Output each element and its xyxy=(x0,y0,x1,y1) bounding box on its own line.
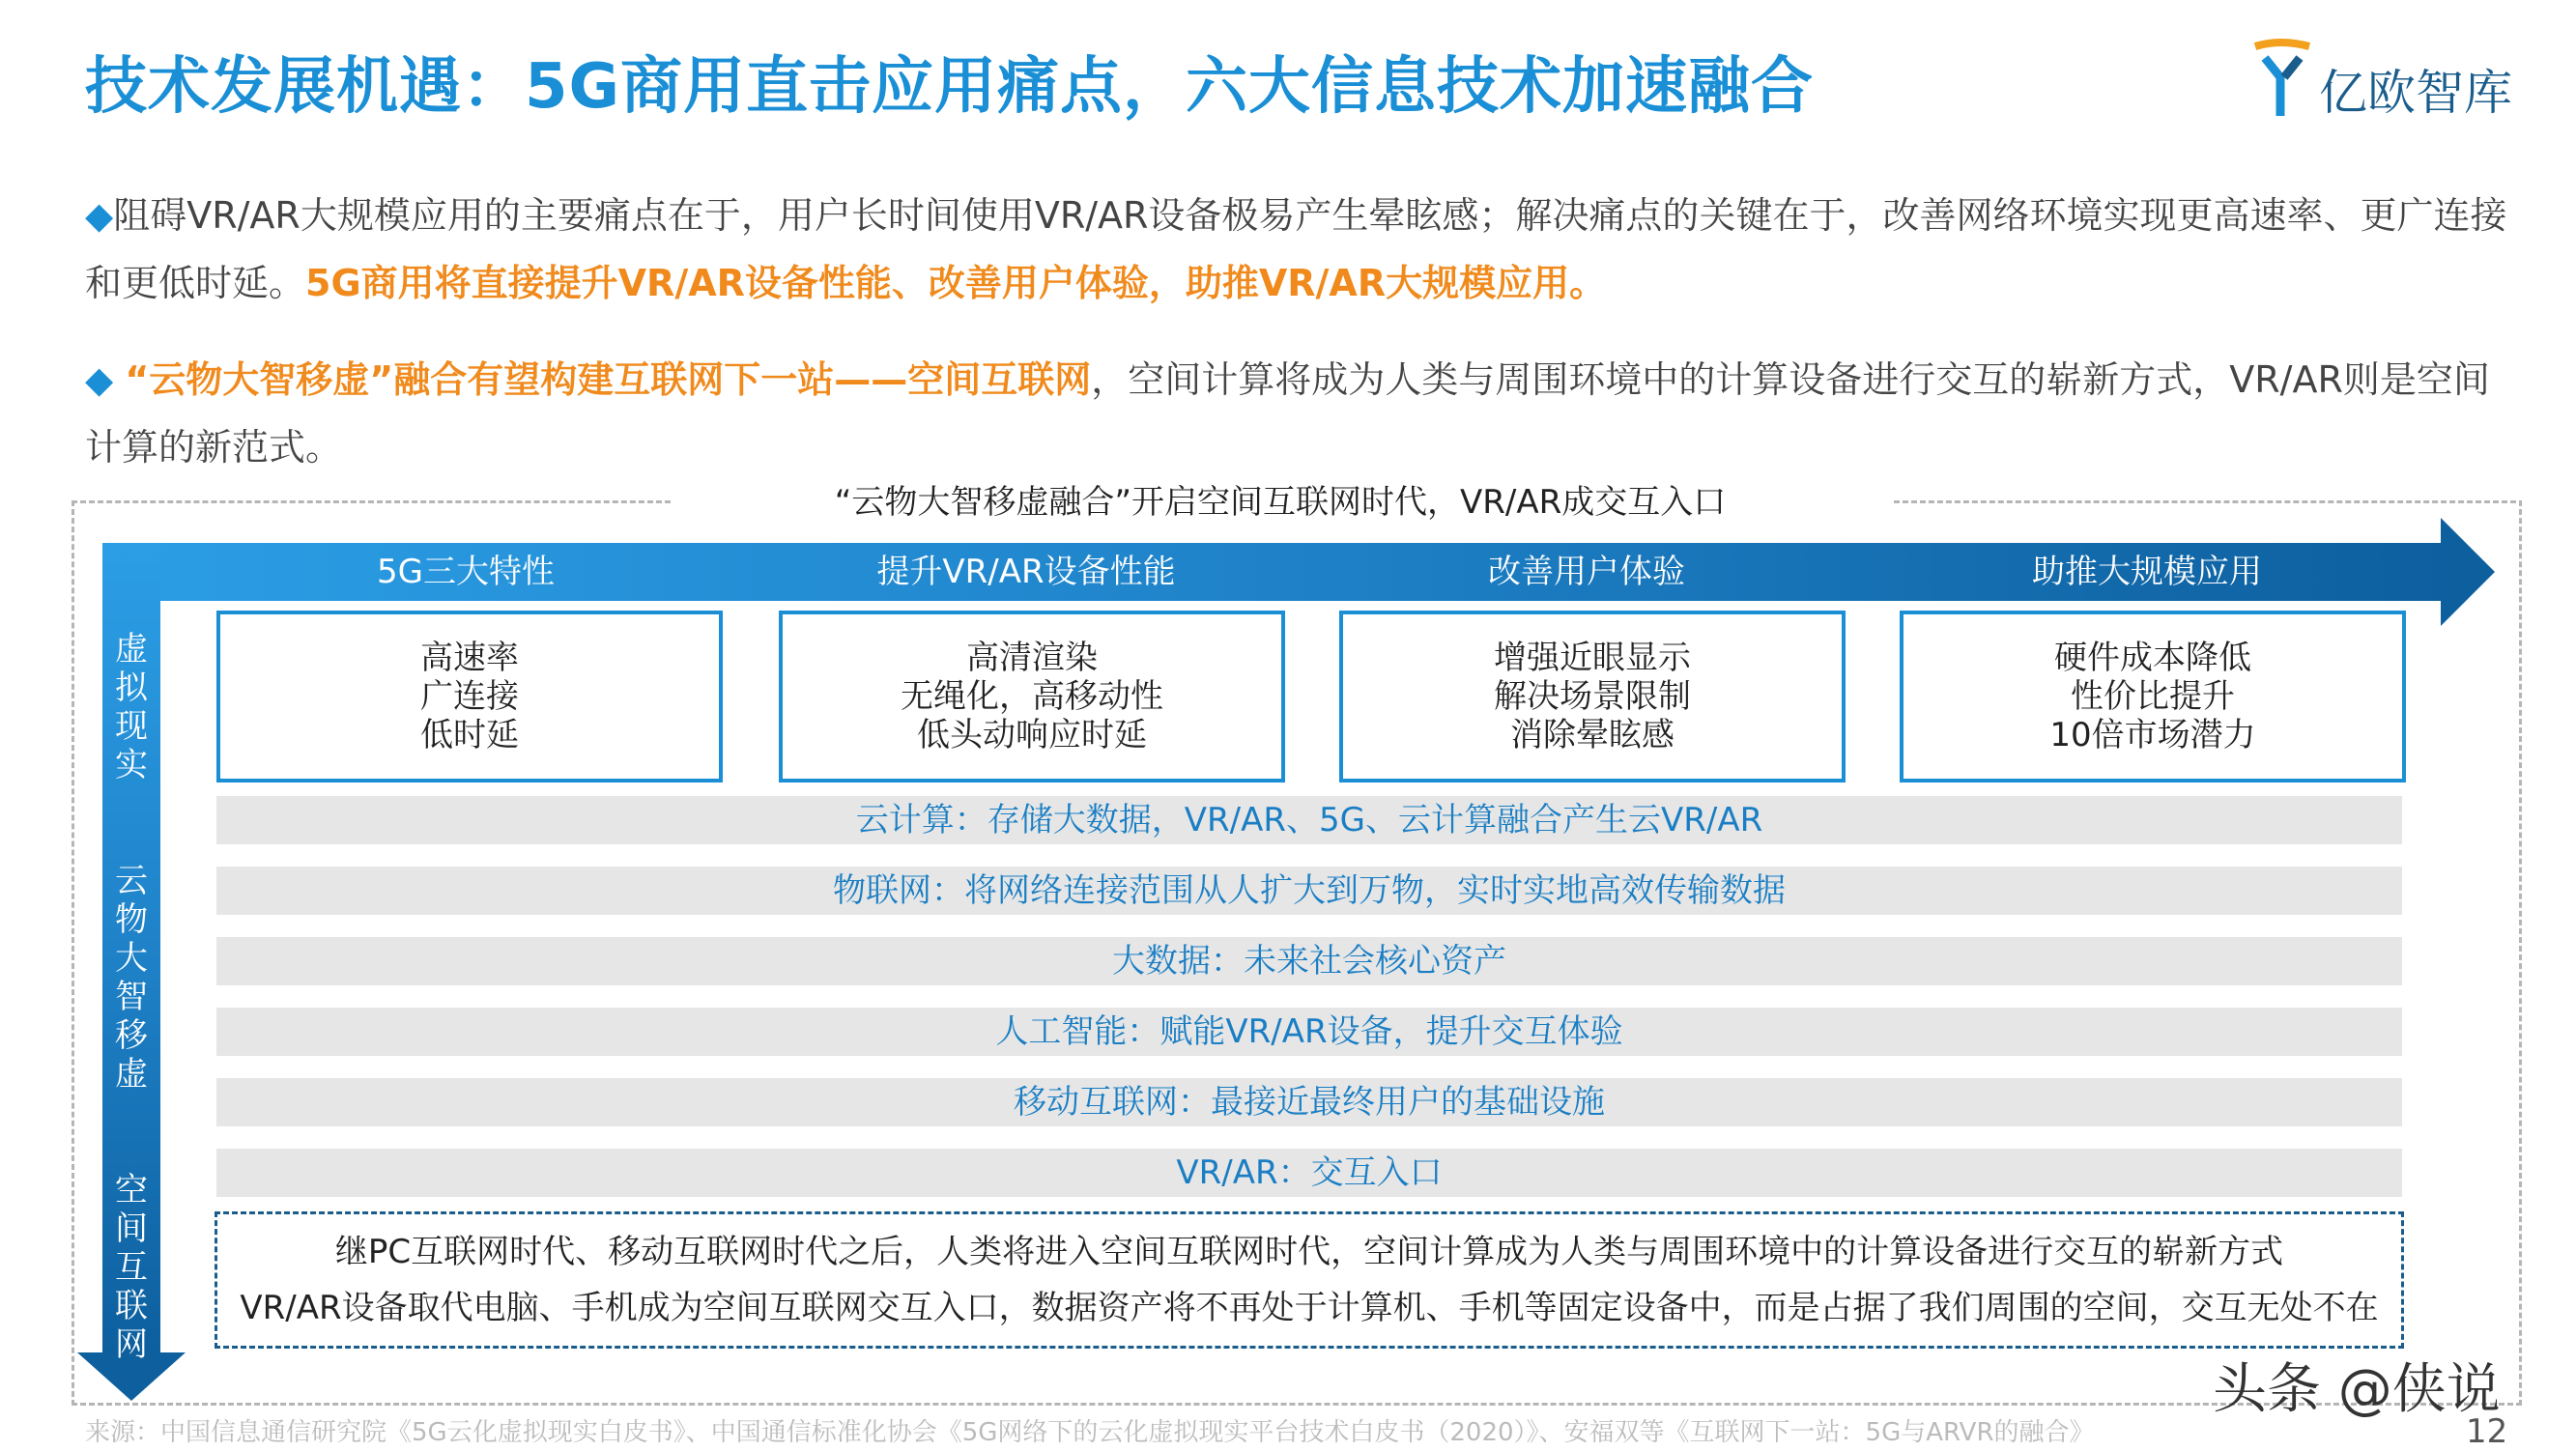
feature-box-experience xyxy=(1339,611,1846,782)
feature-line: 硬件成本降低 xyxy=(2054,639,2251,677)
tech-row-mobile-internet: 移动互联网：最接近最终用户的基础设施 xyxy=(216,1078,2402,1126)
paragraph-2 xyxy=(85,346,2520,481)
summary-line: 继PC互联网时代、移动互联网时代之后，人类将进入空间互联网时代，空间计算成为人类与周围环境中的计算设备进行交互的崭新方式 xyxy=(334,1233,2284,1271)
column-header-5g: 5G三大特性 xyxy=(377,553,555,591)
tech-row-cloud: 云计算：存储大数据，VR/AR、5G、云计算融合产生云VR/AR xyxy=(216,796,2402,844)
feature-line: 增强近眼显示 xyxy=(1494,639,1691,677)
vertical-label-vr: 虚拟现实 xyxy=(115,630,148,784)
tech-row-ai: 人工智能：赋能VR/AR设备，提升交互体验 xyxy=(216,1008,2402,1056)
column-header-scale: 助推大规模应用 xyxy=(2032,553,2262,591)
logo xyxy=(2251,37,2541,124)
tech-row-iot: 物联网：将网络连接范围从人扩大到万物，实时实地高效传输数据 xyxy=(216,867,2402,915)
paragraph-1 xyxy=(85,182,2520,317)
summary-box xyxy=(215,1211,2404,1349)
diagram-title: “云物大智移虚融合”开启空间互联网时代，VR/AR成交互入口 xyxy=(834,483,1727,522)
arrow-right-icon xyxy=(2441,518,2495,626)
feature-line: 高清渲染 xyxy=(966,639,1098,677)
paragraph-1-highlight: 5G商用将直接提升VR/AR设备性能、改善用户体验，助推VR/AR大规模应用。 xyxy=(305,262,1607,304)
feature-line: 高速率 xyxy=(420,639,519,677)
feature-box-performance xyxy=(779,611,1285,782)
page-title: 技术发展机遇：5G商用直击应用痛点，六大信息技术加速融合 xyxy=(85,51,1815,123)
feature-line: 性价比提升 xyxy=(2071,677,2235,716)
feature-line: 解决场景限制 xyxy=(1494,677,1691,716)
feature-line: 低时延 xyxy=(420,716,519,754)
vertical-label-spatial-internet: 空间互联网 xyxy=(115,1171,148,1364)
column-header-performance: 提升VR/AR设备性能 xyxy=(876,553,1176,591)
watermark: 头条 @侠说 xyxy=(2213,1358,2501,1421)
feature-line: 无绳化，高移动性 xyxy=(901,677,1163,716)
feature-line: 广连接 xyxy=(420,677,519,716)
bullet-diamond-icon: ◆ xyxy=(85,358,114,401)
summary-line: VR/AR设备取代电脑、手机成为空间互联网交互入口，数据资产将不再处于计算机、手机等固定设备中，而是占据了我们周围的空间，交互无处不在 xyxy=(240,1289,2379,1327)
tech-row-bigdata: 大数据：未来社会核心资产 xyxy=(216,937,2402,985)
paragraph-2-text: ，空间计算将成为人类与周围环境中的计算设备进行交互的崭新方式，VR/AR则是空间计算的新范式。 xyxy=(85,358,2490,469)
frame-top-dash-left xyxy=(72,500,671,503)
vertical-label-fusion: 云物大智移虚 xyxy=(115,862,148,1094)
feature-line: 10倍市场潜力 xyxy=(2049,716,2256,754)
feature-box-scale xyxy=(1900,611,2406,782)
bullet-diamond-icon: ◆ xyxy=(85,194,114,237)
yiou-logo-icon xyxy=(2251,39,2315,120)
feature-line: 低头动响应时延 xyxy=(917,716,1147,754)
logo-text: 亿欧智库 xyxy=(2319,65,2512,121)
paragraph-2-highlight: “云物大智移虚”融合有望构建互联网下一站——空间互联网 xyxy=(125,358,1092,401)
page-number: 12 xyxy=(2466,1412,2508,1451)
paragraph-1-text: 阻碍VR/AR大规模应用的主要痛点在于，用户长时间使用VR/AR设备极易产生晕眩感；解决痛点的关键在于，改善网络环境实现更高速率、更广连接和更低时延。 xyxy=(85,194,2507,304)
feature-line: 消除晕眩感 xyxy=(1510,716,1674,754)
tech-row-vrar: VR/AR：交互入口 xyxy=(216,1149,2402,1197)
feature-box-5g xyxy=(216,611,723,782)
frame-top-dash-right xyxy=(1894,500,2516,503)
source-note: 来源：中国信息通信研究院《5G云化虚拟现实白皮书》、中国通信标准化协会《5G网络下的云化虚拟现实平台技术白皮书（2020）》、安福双等《互联网下一站：5G与ARVR的融合》 xyxy=(85,1418,2095,1447)
column-header-experience: 改善用户体验 xyxy=(1488,553,1685,591)
